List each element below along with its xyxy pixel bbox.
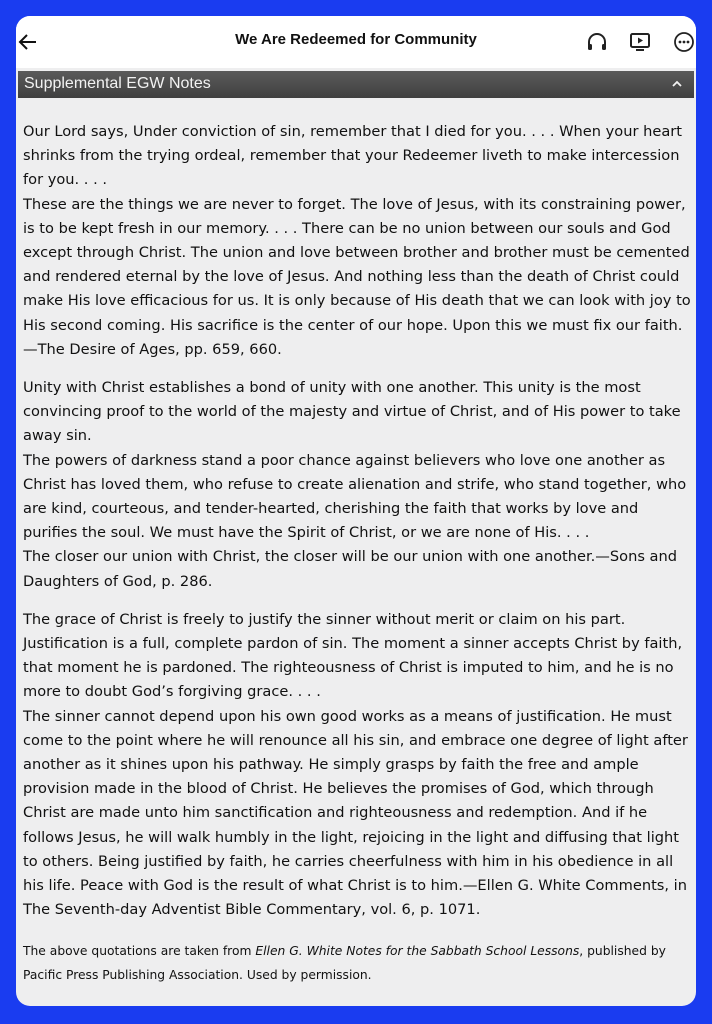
arrow-left-icon[interactable] (16, 30, 40, 54)
paragraph: These are the things we are never to forget. The love of Jesus, with its constraining power, is to be kept fresh in our memory. . . . There can be no union between our souls and God except through Christ. The union and love between brother and brother must be cemented and rendered eternal by the love of Jesus. And nothing less than the death of Christ could make His love efficacious for us. It is only because of His death that we can look with joy to His second coming. His sacrifice is the center of our hope. Upon this we must fix our faith.—The Desire of Ages, pp. 659, 660. (23, 195, 691, 358)
section-title: Supplemental EGW Notes (24, 75, 211, 92)
footnote-book-title: Ellen G. White Notes for the Sabbath School Lessons (255, 943, 580, 958)
page-title: We Are Redeemed for Community (235, 31, 477, 48)
chevron-up-icon[interactable] (670, 77, 684, 91)
paragraph: The grace of Christ is freely to justify the sinner without merit or claim on his part. Justification is a full, complete pardon of sin. The moment a sinner accepts Christ by faith, that moment he is pardoned. The righteousness of Christ is imputed to him, and he is no more to doubt God’s forgiving grace. . . . (23, 610, 683, 701)
top-bar (16, 16, 696, 68)
footnote-text-end: , published by Pacific Press Publishing Association. Used by permission. (23, 943, 666, 982)
app-window (16, 16, 696, 1006)
play-screen-icon[interactable] (628, 30, 652, 54)
more-icon[interactable] (672, 30, 696, 54)
paragraph: Unity with Christ establishes a bond of unity with one another. This unity is the most convincing proof to the world of the majesty and virtue of Christ, and of His power to take away sin. (23, 379, 681, 445)
footnote-text: The above quotations are taken from (23, 943, 256, 958)
paragraph: Our Lord says, Under conviction of sin, remember that I died for you. . . . When your heart shrinks from the trying ordeal, remember that your Redeemer liveth to make intercession for you. . . . (23, 123, 682, 189)
headphones-icon[interactable] (585, 30, 609, 54)
copyright-footnote (23, 939, 691, 988)
notes-content (23, 120, 691, 988)
paragraph: The powers of darkness stand a poor chance against believers who love one another as Christ has loved them, who refuse to create alienation and strife, who stand together, who are kind, courteous, and tender-hearted, cherishing the faith that works by love and purifies the soul. We must have the Spirit of Christ, or we are none of His. . . . (23, 451, 687, 542)
paragraph: The sinner cannot depend upon his own good works as a means of justification. He must come to the point where he will renounce all his sin, and embrace one degree of light after another as it shines upon his pathway. He simply grasps by faith the free and ample provision made in the blood of Christ. He believes the promises of God, which through Christ are made unto him sanctification and righteousness and redemption. And if he follows Jesus, he will walk humbly in the light, rejoicing in the light and diffusing that light to others. Being justified by faith, he carries cheerfulness with him in his obedience in all his life. Peace with God is the result of what Christ is to him.—Ellen G. White Comments, in The Seventh-day Adventist Bible Commentary, vol. 6, p. 1071. (23, 707, 688, 919)
paragraph: The closer our union with Christ, the closer will be our union with one another.—Sons and Daughters of God, p. 286. (23, 548, 678, 590)
section-header-egw-notes[interactable] (18, 71, 694, 98)
